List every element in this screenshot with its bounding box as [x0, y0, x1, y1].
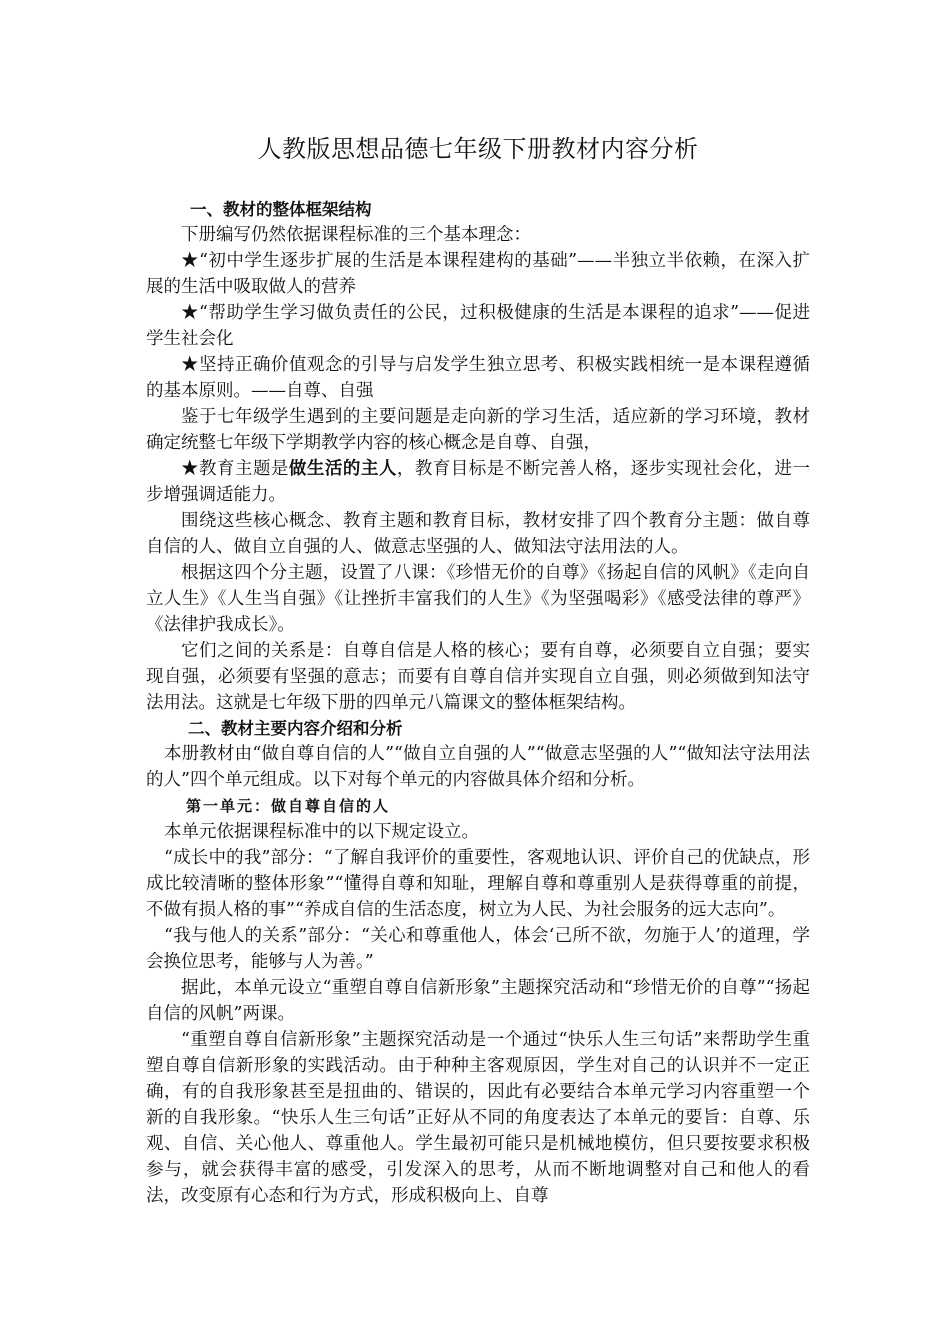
- paragraph: 下册编写仍然依据课程标准的三个基本理念：: [181, 225, 531, 245]
- text-run: ★教育主题是: [181, 459, 289, 479]
- paragraph: 根据这四个分主题，设置了八课：《珍惜无价的自尊》《扬起自信的风帆》《走向自立人生》《人生当自强》《让挫折丰富我们的人生》《为坚强喝彩》《感受法律的尊严》《法律护我成长》。: [146, 563, 810, 635]
- paragraph: ★“帮助学生学习做负责任的公民，过积极健康的生活是本课程的追求”——促进学生社会化: [146, 303, 810, 349]
- paragraph-education-theme: [146, 456, 810, 508]
- paragraph: “成长中的我”部分：“了解自我评价的重要性，客观地认识、评价自己的优缺点，形成比较清晰的整体形象”“懂得自尊和知耻，理解自尊和尊重别人是获得尊重的前提，不做有损人格的事”“养成自信的生活态度，树立为人民、为社会服务的远大志向”。: [146, 848, 810, 920]
- paragraph: 本单元依据课程标准中的以下规定设立。: [164, 822, 479, 842]
- section-heading-framework: 一、教材的整体框架结构: [190, 200, 372, 219]
- paragraph: “我与他人的关系”部分：“关心和尊重他人，体会‘己所不欲，勿施于人’的道理，学会换位思考，能够与人为善。”: [146, 926, 810, 972]
- text-run: ，教育目标是不断完善人格，逐步实现社会化，进一步增强调适能力。: [146, 459, 811, 505]
- document-title: 人教版思想品德七年级下册教材内容分析: [257, 135, 699, 163]
- emphasis-text: 做生活的主人: [288, 459, 397, 479]
- paragraph: “重塑自尊自信新形象”主题探究活动是一个通过“快乐人生三句话”来帮助学生重塑自尊自信新形象的实践活动。由于种种主客观原因，学生对自己的认识并不一定正确，有的自我形象甚至是扭曲的、错误的，因此有必要结合本单元学习内容重塑一个新的自我形象。“快乐人生三句话”正好从不同的角度表达了本单元的要旨：自尊、乐观、自信、关心他人、尊重他人。学生最初可能只是机械地模仿，但只要按要求积极参与，就会获得丰富的感受，引发深入的思考，从而不断地调整对自己和他人的看法，改变原有心态和行为方式，形成积极向上、自尊: [146, 1030, 810, 1206]
- paragraph: 它们之间的关系是：自尊自信是人格的核心；要有自尊，必须要自立自强；要实现自强，必须要有坚强的意志；而要有自尊自信并实现自立自强，则必须做到知法守法用法。这就是七年级下册的四单元八篇课文的整体框架结构。: [146, 641, 810, 713]
- paragraph: ★坚持正确价值观念的引导与启发学生独立思考、积极实践相统一是本课程遵循的基本原则。——自尊、自强: [146, 355, 810, 401]
- paragraph: 本册教材由“做自尊自信的人”“做自立自强的人”“做意志坚强的人”“做知法守法用法的人”四个单元组成。以下对每个单元的内容做具体介绍和分析。: [146, 744, 810, 790]
- paragraph: 鉴于七年级学生遇到的主要问题是走向新的学习生活，适应新的学习环境，教材确定统整七年级下学期教学内容的核心概念是自尊、自强，: [146, 407, 810, 453]
- document-body: [146, 130, 810, 1209]
- paragraph: 围绕这些核心概念、教育主题和教育目标，教材安排了四个教育分主题：做自尊自信的人、做自立自强的人、做意志坚强的人、做知法守法用法的人。: [146, 511, 810, 557]
- unit-heading: 第一单元：做自尊自信的人: [186, 797, 391, 815]
- section-heading-content: 二、教材主要内容介绍和分析: [188, 719, 403, 738]
- paragraph: 据此，本单元设立“重塑自尊自信新形象”主题探究活动和“珍惜无价的自尊”“扬起自信的风帆”两课。: [146, 978, 810, 1024]
- paragraph: ★“初中学生逐步扩展的生活是本课程建构的基础”——半独立半依赖，在深入扩展的生活中吸取做人的营养: [146, 251, 810, 297]
